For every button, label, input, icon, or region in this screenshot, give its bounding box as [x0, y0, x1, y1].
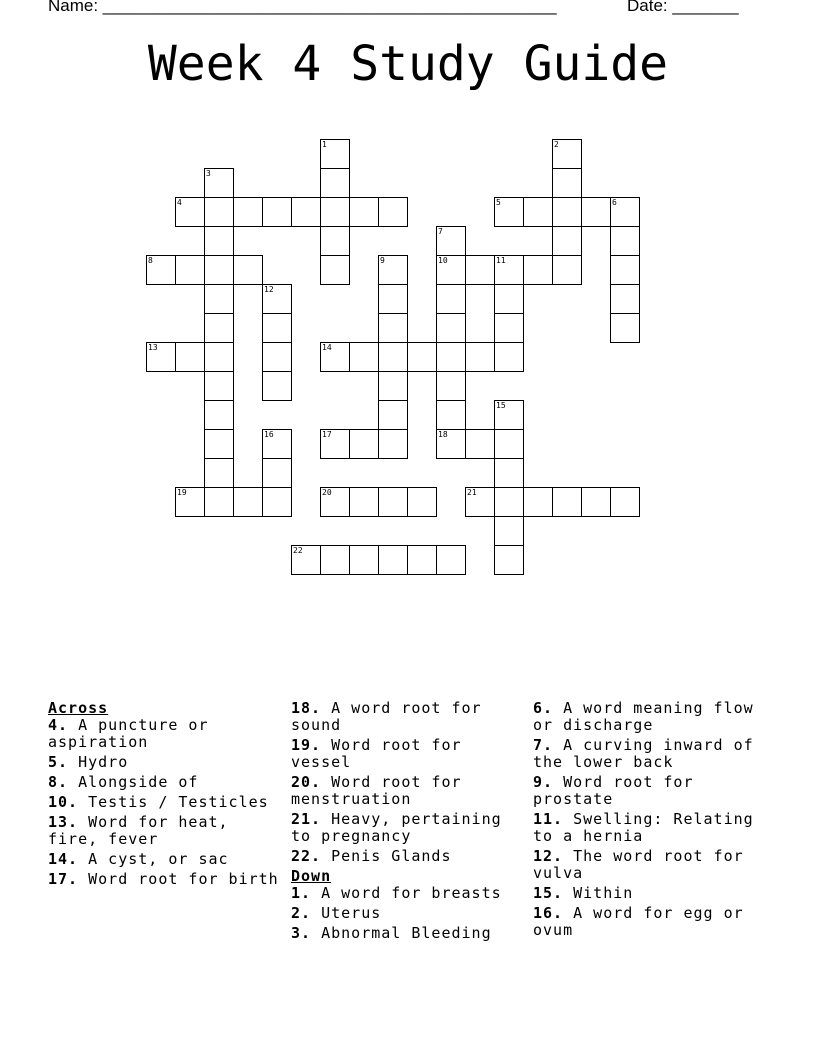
crossword-cell[interactable]: [610, 284, 640, 314]
clue-item: [533, 700, 768, 734]
crossword-cell[interactable]: [494, 255, 524, 285]
crossword-cell[interactable]: [407, 545, 437, 575]
crossword-cell[interactable]: [494, 284, 524, 314]
clue-number-label: 5.: [48, 753, 69, 771]
page-title: Week 4 Study Guide: [147, 36, 669, 92]
crossword-cell[interactable]: [523, 487, 553, 517]
crossword-cell[interactable]: [320, 226, 350, 256]
clue-text: Word root for menstruation: [291, 773, 462, 808]
clue-text: Word for heat, fire, fever: [48, 813, 229, 848]
crossword-cell[interactable]: [610, 255, 640, 285]
crossword-cell[interactable]: [465, 255, 495, 285]
clue-number: 9: [380, 256, 385, 265]
crossword-cell[interactable]: [349, 487, 379, 517]
crossword-cell[interactable]: [523, 197, 553, 227]
crossword-cell[interactable]: [204, 168, 234, 198]
crossword-cell[interactable]: [320, 168, 350, 198]
clue-number: 19: [177, 488, 187, 497]
clue-number: 20: [322, 488, 332, 497]
crossword-cell[interactable]: [233, 487, 263, 517]
crossword-cell[interactable]: [610, 313, 640, 343]
crossword-cell[interactable]: [291, 197, 321, 227]
crossword-cell[interactable]: [494, 516, 524, 546]
crossword-cell[interactable]: [407, 342, 437, 372]
clue-number-label: 2.: [291, 904, 312, 922]
crossword-cell[interactable]: [175, 487, 205, 517]
clue-number-label: 15.: [533, 884, 564, 902]
crossword-cell[interactable]: [610, 487, 640, 517]
crossword-cell[interactable]: [436, 255, 466, 285]
clue-column-3: [533, 700, 768, 942]
crossword-cell[interactable]: [175, 342, 205, 372]
crossword-cell[interactable]: [610, 197, 640, 227]
crossword-cell[interactable]: [494, 458, 524, 488]
clue-item: [48, 754, 283, 771]
crossword-cell[interactable]: [552, 226, 582, 256]
clue-text: A curving inward of the lower back: [533, 736, 754, 771]
crossword-cell[interactable]: [262, 197, 292, 227]
crossword-cell[interactable]: [320, 545, 350, 575]
clue-item: [48, 851, 283, 868]
clue-number: 4: [177, 198, 182, 207]
clue-item: [48, 871, 283, 888]
clue-item: [533, 885, 768, 902]
crossword-cell[interactable]: [407, 487, 437, 517]
clue-text: The word root for vulva: [533, 847, 744, 882]
crossword-cell[interactable]: [320, 342, 350, 372]
clue-number: 15: [496, 401, 506, 410]
crossword-cell[interactable]: [494, 487, 524, 517]
crossword-cell[interactable]: [436, 226, 466, 256]
crossword-cell[interactable]: [349, 545, 379, 575]
crossword-cell[interactable]: [175, 197, 205, 227]
crossword-cell[interactable]: [378, 197, 408, 227]
crossword-cell[interactable]: [204, 255, 234, 285]
crossword-cell[interactable]: [378, 255, 408, 285]
crossword-cell[interactable]: [320, 255, 350, 285]
clue-number-label: 20.: [291, 773, 322, 791]
crossword-cell[interactable]: [349, 429, 379, 459]
clue-number: 1: [322, 140, 327, 149]
crossword-cell[interactable]: [349, 342, 379, 372]
clue-number-label: 17.: [48, 870, 79, 888]
crossword-cell[interactable]: [494, 342, 524, 372]
crossword-cell[interactable]: [378, 371, 408, 401]
clue-number: 2: [554, 140, 559, 149]
clue-item: [533, 737, 768, 771]
clue-column-2: [291, 700, 526, 945]
clue-text: A word root for sound: [291, 699, 482, 734]
clue-number: 11: [496, 256, 506, 265]
crossword-cell[interactable]: [204, 371, 234, 401]
clue-item: [48, 774, 283, 791]
clue-number: 22: [293, 546, 303, 555]
crossword-cell[interactable]: [552, 197, 582, 227]
crossword-cell[interactable]: [494, 313, 524, 343]
crossword-cell[interactable]: [436, 371, 466, 401]
crossword-cell[interactable]: [465, 487, 495, 517]
clue-number: 17: [322, 430, 332, 439]
clue-item: [291, 774, 526, 808]
crossword-cell[interactable]: [262, 429, 292, 459]
crossword-cell[interactable]: [552, 168, 582, 198]
clue-item: [533, 848, 768, 882]
crossword-cell[interactable]: [204, 342, 234, 372]
clue-number-label: 16.: [533, 904, 564, 922]
crossword-cell[interactable]: [494, 197, 524, 227]
crossword-cell[interactable]: [436, 400, 466, 430]
clue-number-label: 11.: [533, 810, 564, 828]
crossword-cell[interactable]: [262, 313, 292, 343]
clue-number: 6: [612, 198, 617, 207]
crossword-cell[interactable]: [581, 197, 611, 227]
clue-number-label: 14.: [48, 850, 79, 868]
crossword-cell[interactable]: [465, 342, 495, 372]
clue-item: [533, 905, 768, 939]
clue-number-label: 8.: [48, 773, 69, 791]
clue-number: 3: [206, 169, 211, 178]
crossword-cell[interactable]: [465, 429, 495, 459]
crossword-cell[interactable]: [204, 400, 234, 430]
crossword-cell[interactable]: [610, 226, 640, 256]
crossword-cell[interactable]: [349, 197, 379, 227]
clue-number: 10: [438, 256, 448, 265]
clue-text: A word for breasts: [321, 884, 502, 902]
crossword-cell[interactable]: [378, 400, 408, 430]
name-field[interactable]: Name: ________________________________________________: [48, 0, 557, 15]
crossword-cell[interactable]: [494, 400, 524, 430]
clue-number: 18: [438, 430, 448, 439]
crossword-cell[interactable]: [552, 255, 582, 285]
clue-text: Word root for prostate: [533, 773, 694, 808]
crossword-cell[interactable]: [262, 458, 292, 488]
clue-item: [533, 811, 768, 845]
crossword-cell[interactable]: [204, 197, 234, 227]
clue-number-label: 19.: [291, 736, 322, 754]
crossword-cell[interactable]: [378, 545, 408, 575]
clue-number-label: 1.: [291, 884, 312, 902]
crossword-cell[interactable]: [378, 342, 408, 372]
clue-number: 21: [467, 488, 477, 497]
crossword-cell[interactable]: [378, 313, 408, 343]
crossword-cell[interactable]: [146, 342, 176, 372]
crossword-cell[interactable]: [175, 255, 205, 285]
clue-number: 14: [322, 343, 332, 352]
clue-number-label: 3.: [291, 924, 312, 942]
clue-text: Word root for vessel: [291, 736, 462, 771]
clue-item: [48, 717, 283, 751]
crossword-cell[interactable]: [494, 429, 524, 459]
crossword-cell[interactable]: [581, 487, 611, 517]
clue-number-label: 10.: [48, 793, 79, 811]
clue-column-1: [48, 700, 283, 891]
crossword-cell[interactable]: [378, 429, 408, 459]
clue-number-label: 22.: [291, 847, 322, 865]
clue-text: Uterus: [321, 904, 382, 922]
crossword-cell[interactable]: [320, 197, 350, 227]
clue-text: A puncture or aspiration: [48, 716, 209, 751]
clue-text: A word for egg or ovum: [533, 904, 744, 939]
crossword-cell[interactable]: [204, 226, 234, 256]
crossword-cell[interactable]: [523, 255, 553, 285]
crossword-cell[interactable]: [378, 284, 408, 314]
section-heading: Across: [48, 699, 109, 717]
crossword-cell[interactable]: [436, 545, 466, 575]
crossword-cell[interactable]: [262, 371, 292, 401]
crossword-cell[interactable]: [291, 545, 321, 575]
clue-item: [291, 905, 526, 922]
clue-text: Penis Glands: [331, 847, 452, 865]
clue-text: Hydro: [78, 753, 129, 771]
clue-number-label: 7.: [533, 736, 554, 754]
clue-text: Swelling: Relating to a hernia: [533, 810, 754, 845]
clue-number-label: 12.: [533, 847, 564, 865]
clue-item: [291, 737, 526, 771]
crossword-cell[interactable]: [436, 429, 466, 459]
clue-text: Abnormal Bleeding: [321, 924, 492, 942]
clue-item: [291, 885, 526, 902]
crossword-cell[interactable]: [204, 458, 234, 488]
clue-item: [291, 848, 526, 865]
clue-text: Within: [573, 884, 634, 902]
crossword-cell[interactable]: [320, 487, 350, 517]
clue-item: [291, 925, 526, 942]
crossword-cell[interactable]: [320, 429, 350, 459]
section-heading: Down: [291, 867, 332, 885]
clue-number-label: 13.: [48, 813, 79, 831]
crossword-cell[interactable]: [262, 284, 292, 314]
crossword-cell[interactable]: [436, 284, 466, 314]
clue-item: [291, 811, 526, 845]
clue-number: 16: [264, 430, 274, 439]
crossword-cell[interactable]: [204, 429, 234, 459]
crossword-cell[interactable]: [436, 313, 466, 343]
clue-item: [48, 794, 283, 811]
clue-text: Testis / Testicles: [88, 793, 269, 811]
clue-number: 13: [148, 343, 158, 352]
clue-number-label: 18.: [291, 699, 322, 717]
crossword-cell[interactable]: [146, 255, 176, 285]
crossword-cell[interactable]: [320, 139, 350, 169]
clue-item: [48, 814, 283, 848]
clue-text: Word root for birth: [88, 870, 279, 888]
date-field[interactable]: Date: _______: [627, 0, 739, 15]
clue-number-label: 9.: [533, 773, 554, 791]
crossword-cell[interactable]: [436, 342, 466, 372]
clue-text: A word meaning flow or discharge: [533, 699, 754, 734]
clue-text: Heavy, pertaining to pregnancy: [291, 810, 502, 845]
clue-number-label: 21.: [291, 810, 322, 828]
clue-item: [291, 700, 526, 734]
clue-text: A cyst, or sac: [88, 850, 229, 868]
clue-number: 8: [148, 256, 153, 265]
crossword-cell[interactable]: [204, 487, 234, 517]
crossword-cell[interactable]: [204, 284, 234, 314]
clue-item: [533, 774, 768, 808]
crossword-cell[interactable]: [262, 487, 292, 517]
crossword-cell[interactable]: [552, 139, 582, 169]
crossword-cell[interactable]: [204, 313, 234, 343]
clue-number: 12: [264, 285, 274, 294]
clue-number: 7: [438, 227, 443, 236]
crossword-cell[interactable]: [494, 545, 524, 575]
crossword-cell[interactable]: [233, 255, 263, 285]
crossword-cell[interactable]: [378, 487, 408, 517]
crossword-cell[interactable]: [552, 487, 582, 517]
clue-text: Alongside of: [78, 773, 199, 791]
clue-number-label: 6.: [533, 699, 554, 717]
crossword-cell[interactable]: [262, 342, 292, 372]
crossword-cell[interactable]: [233, 197, 263, 227]
clue-number-label: 4.: [48, 716, 69, 734]
clue-number: 5: [496, 198, 501, 207]
